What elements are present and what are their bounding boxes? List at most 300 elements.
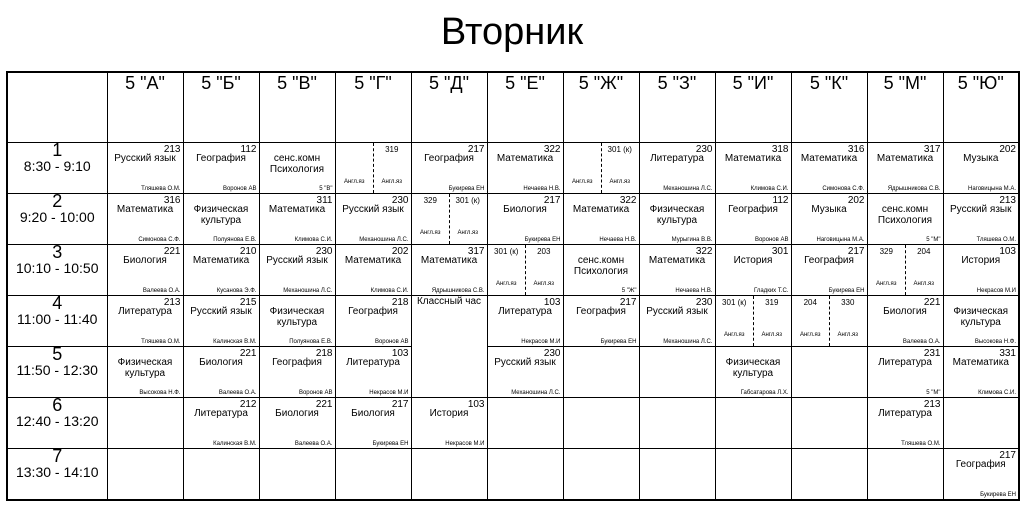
teacher-name: Полуянова Е.В.	[289, 339, 333, 345]
teacher-name: Воронов АВ	[298, 390, 333, 396]
subject-name: Математика	[800, 153, 858, 164]
lesson-cell	[183, 194, 259, 245]
teacher-name: Высокова Н.Ф.	[139, 390, 181, 396]
subject-name: Русский язык	[266, 255, 328, 266]
lesson-cell	[487, 296, 563, 347]
teacher-name: Кусанова Э.Ф.	[216, 288, 257, 294]
group-subject: Англ.яз	[799, 332, 821, 338]
subject-name: География	[955, 459, 1006, 470]
lesson-cell	[791, 143, 867, 194]
group-room: 319	[765, 298, 779, 307]
lesson-cell	[791, 347, 867, 398]
subject-name: Математика	[116, 204, 174, 215]
lesson-cell	[867, 449, 943, 501]
teacher-name: Нечаева Н.В.	[675, 288, 713, 294]
room-number: 322	[695, 246, 713, 257]
lesson-cell	[715, 347, 791, 398]
subject-name: Музыка	[811, 204, 847, 215]
teacher-name: Воронов АВ	[374, 339, 409, 345]
subject-name: География	[272, 357, 322, 368]
subject-name: Музыка	[963, 153, 999, 164]
lesson-cell	[335, 143, 411, 194]
room-number: 316	[847, 144, 865, 155]
room-number: 103	[543, 297, 561, 308]
room-number: 221	[163, 246, 181, 257]
period-cell	[7, 194, 107, 245]
group-subject: Англ.яз	[609, 179, 631, 185]
header-row	[7, 72, 1019, 143]
lesson-cell	[639, 194, 715, 245]
lesson-cell	[943, 296, 1019, 347]
lesson-cell	[411, 398, 487, 449]
lesson-cell	[563, 194, 639, 245]
subject-name: Литература	[346, 357, 400, 368]
lesson-cell	[639, 245, 715, 296]
subject-name: Физическая культура	[193, 204, 249, 226]
subject-name: История	[429, 408, 469, 419]
subject-name: Биология	[199, 357, 243, 368]
lesson-cell	[487, 194, 563, 245]
teacher-name: Тляшева О.М.	[976, 237, 1016, 243]
period-time: 13:30 - 14:10	[15, 464, 99, 480]
lesson-cell	[867, 143, 943, 194]
lesson-cell	[791, 449, 867, 501]
room-number: 318	[771, 144, 789, 155]
teacher-name: Климова С.И.	[370, 288, 409, 294]
subject-name: Литература	[118, 306, 172, 317]
teacher-name: 5 "Ж"	[621, 288, 637, 294]
room-number: 317	[467, 246, 485, 257]
period-time: 9:20 - 10:00	[19, 209, 95, 225]
teacher-name: Калинская В.М.	[213, 339, 257, 345]
lesson-cell	[335, 347, 411, 398]
room-number: 217	[467, 144, 485, 155]
room-number: 230	[391, 195, 409, 206]
teacher-name: Механошина Л.С.	[283, 288, 333, 294]
lesson-cell	[791, 398, 867, 449]
subject-name: Математика	[648, 255, 706, 266]
group-room: 319	[385, 145, 399, 154]
subject-name: Математика	[876, 153, 934, 164]
group-subject: Англ.яз	[837, 332, 859, 338]
subject-name: Физическая культура	[117, 357, 173, 379]
period-cell	[7, 449, 107, 501]
teacher-name: Букирева ЕН	[372, 441, 409, 447]
subject-name: сенс.комн Психология	[269, 153, 325, 175]
period-time: 8:30 - 9:10	[23, 158, 91, 174]
subject-name: сенс.комн Психология	[877, 204, 933, 226]
class-header: 5 "Г"	[335, 72, 411, 143]
class-header: 5 "Ж"	[563, 72, 639, 143]
period-cell	[7, 398, 107, 449]
group-room: 301 (к)	[494, 247, 519, 256]
group-room: 204	[917, 247, 931, 256]
group-room: 301 (к)	[455, 196, 480, 205]
lesson-cell	[715, 143, 791, 194]
room-number: 218	[315, 348, 333, 359]
subject-name: Математика	[420, 255, 478, 266]
lesson-cell	[943, 143, 1019, 194]
subject-name: Математика	[724, 153, 782, 164]
lesson-cell	[335, 449, 411, 501]
subject-name: Математика	[344, 255, 402, 266]
group-subject: Англ.яз	[419, 230, 441, 236]
room-number: 212	[239, 399, 257, 410]
group-subject: Англ.яз	[723, 332, 745, 338]
lesson-cell	[715, 245, 791, 296]
room-number: 202	[847, 195, 865, 206]
period-time: 11:00 - 11:40	[17, 311, 98, 327]
group-subject: Англ.яз	[913, 281, 935, 287]
room-number: 112	[772, 195, 789, 206]
lesson-cell	[183, 245, 259, 296]
lesson-cell	[715, 449, 791, 501]
teacher-name: Наговицына М.А.	[816, 237, 865, 243]
group-room: 330	[841, 298, 855, 307]
subject-name: Литература	[878, 408, 932, 419]
lesson-cell	[487, 398, 563, 449]
room-number: 322	[543, 144, 561, 155]
room-number: 103	[467, 399, 485, 410]
subject-name: География	[424, 153, 474, 164]
group-subject: Англ.яз	[571, 179, 593, 185]
corner-cell	[7, 72, 107, 143]
room-number: 316	[163, 195, 181, 206]
group-subject: Англ.яз	[495, 281, 517, 287]
lesson-cell	[867, 398, 943, 449]
teacher-name: Механошина Л.С.	[663, 186, 713, 192]
lesson-cell	[183, 296, 259, 347]
teacher-name: 5 "В"	[319, 186, 333, 192]
lesson-cell	[715, 194, 791, 245]
period-number: 4	[52, 295, 63, 313]
lesson-cell	[107, 398, 183, 449]
subject-name: История	[961, 255, 1001, 266]
period-number: 2	[52, 193, 63, 211]
subject-name: Биология	[351, 408, 395, 419]
room-number: 317	[923, 144, 941, 155]
lesson-cell	[183, 449, 259, 501]
lesson-cell	[411, 449, 487, 501]
lesson-cell	[487, 449, 563, 501]
lesson-cell	[259, 296, 335, 347]
room-number: 213	[923, 399, 941, 410]
lesson-cell	[411, 194, 487, 245]
group-subject: Англ.яз	[343, 179, 365, 185]
period-number: 6	[52, 397, 63, 415]
period-number: 7	[52, 448, 63, 466]
teacher-name: Некрасов М.И	[976, 288, 1016, 294]
group-subject: Англ.яз	[875, 281, 897, 287]
lesson-cell	[107, 296, 183, 347]
room-number: 213	[163, 297, 181, 308]
subject-name: Русский язык	[494, 357, 556, 368]
room-number: 301	[771, 246, 789, 257]
lesson-cell	[259, 398, 335, 449]
subject-name: Русский язык	[646, 306, 708, 317]
room-number: 202	[999, 144, 1016, 155]
lesson-cell	[487, 143, 563, 194]
period-cell	[7, 296, 107, 347]
teacher-name: Букирева ЕН	[600, 339, 637, 345]
group-subject: Англ.яз	[761, 332, 783, 338]
lesson-cell	[107, 347, 183, 398]
room-number: 215	[239, 297, 257, 308]
teacher-name: Высокова Н.Ф.	[974, 339, 1016, 345]
subject-name: Физическая культура	[269, 306, 325, 328]
subject-name: Математика	[192, 255, 250, 266]
lesson-cell	[563, 449, 639, 501]
lesson-cell	[867, 245, 943, 296]
lesson-cell	[487, 347, 563, 398]
class-header: 5 "Б"	[183, 72, 259, 143]
class-header: 5 "Д"	[411, 72, 487, 143]
subject-name: География	[804, 255, 854, 266]
lesson-cell	[411, 245, 487, 296]
teacher-name: Габсатарова Л.Х.	[740, 390, 789, 396]
room-number: 217	[999, 450, 1016, 461]
lesson-cell	[335, 194, 411, 245]
group-room: 329	[879, 247, 893, 256]
subject-name: Русский язык	[950, 204, 1012, 215]
lesson-cell	[791, 194, 867, 245]
subject-name: Физическая культура	[953, 306, 1009, 328]
class-header: 5 "М"	[867, 72, 943, 143]
room-number: 230	[315, 246, 333, 257]
subject-name: История	[733, 255, 773, 266]
subject-name: Математика	[496, 153, 554, 164]
teacher-name: Валеева О.А.	[142, 288, 181, 294]
lesson-cell	[943, 347, 1019, 398]
teacher-name: Наговицына М.А.	[967, 186, 1016, 192]
subject-name: Русский язык	[114, 153, 176, 164]
period-row	[7, 194, 1019, 245]
lesson-cell	[259, 194, 335, 245]
teacher-name: Некрасов М.И	[445, 441, 485, 447]
room-number: 217	[847, 246, 865, 257]
class-header: 5 "К"	[791, 72, 867, 143]
group-subject: Англ.яз	[457, 230, 479, 236]
lesson-cell	[715, 398, 791, 449]
teacher-name: Механошина Л.С.	[511, 390, 561, 396]
lesson-cell	[335, 245, 411, 296]
teacher-name: Букирева ЕН	[980, 492, 1016, 498]
lesson-cell	[563, 296, 639, 347]
room-number: 230	[695, 144, 713, 155]
period-row	[7, 245, 1019, 296]
teacher-name: Нечаева Н.В.	[523, 186, 561, 192]
subject-name: Русский язык	[190, 306, 252, 317]
lesson-cell	[639, 449, 715, 501]
klass-chas-cell: Классный час	[411, 296, 487, 398]
class-header: 5 "А"	[107, 72, 183, 143]
subject-name: Литература	[878, 357, 932, 368]
lesson-cell	[867, 296, 943, 347]
lesson-cell	[563, 245, 639, 296]
lesson-cell	[107, 143, 183, 194]
lesson-cell	[639, 347, 715, 398]
room-number: 218	[391, 297, 409, 308]
subject-name: Русский язык	[342, 204, 404, 215]
subject-name: Биология	[503, 204, 547, 215]
period-number: 5	[52, 346, 63, 364]
lesson-cell	[259, 245, 335, 296]
subject-name: Физическая культура	[649, 204, 705, 226]
room-number: 221	[923, 297, 941, 308]
subject-name: Литература	[498, 306, 552, 317]
teacher-name: 5 "М"	[926, 390, 941, 396]
group-room: 203	[537, 247, 551, 256]
teacher-name: Воронов АВ	[222, 186, 257, 192]
lesson-cell	[867, 347, 943, 398]
lesson-cell	[639, 296, 715, 347]
period-time: 11:50 - 12:30	[16, 362, 98, 378]
lesson-cell	[335, 398, 411, 449]
class-header: 5 "З"	[639, 72, 715, 143]
room-number: 311	[316, 195, 333, 206]
lesson-cell	[867, 194, 943, 245]
group-subject: Англ.яз	[381, 179, 403, 185]
lesson-cell	[943, 194, 1019, 245]
teacher-name: Некрасов М.И	[521, 339, 561, 345]
teacher-name: Механошина Л.С.	[663, 339, 713, 345]
subject-name: Биология	[883, 306, 927, 317]
period-cell	[7, 347, 107, 398]
class-header: 5 "И"	[715, 72, 791, 143]
teacher-name: Климова С.И.	[750, 186, 789, 192]
subject-name: География	[728, 204, 778, 215]
teacher-name: Ядрышникова С.В.	[887, 186, 941, 192]
room-number: 217	[391, 399, 409, 410]
lesson-cell	[791, 245, 867, 296]
lesson-cell	[715, 296, 791, 347]
teacher-name: Климова С.И.	[978, 390, 1016, 396]
period-row	[7, 143, 1019, 194]
teacher-name: Валеева О.А.	[218, 390, 257, 396]
lesson-cell	[563, 143, 639, 194]
subject-name: Физическая культура	[725, 357, 781, 379]
room-number: 221	[315, 399, 333, 410]
subject-name: Литература	[650, 153, 704, 164]
lesson-cell	[411, 143, 487, 194]
subject-name: Математика	[572, 204, 630, 215]
subject-name: Биология	[275, 408, 319, 419]
lesson-cell	[183, 347, 259, 398]
period-time: 12:40 - 13:20	[15, 413, 99, 429]
room-number: 213	[999, 195, 1016, 206]
room-number: 221	[239, 348, 257, 359]
period-row	[7, 296, 1019, 347]
room-number: 331	[999, 348, 1016, 359]
period-row	[7, 398, 1019, 449]
page-title: Вторник	[440, 11, 584, 53]
group-room: 301 (к)	[722, 298, 747, 307]
teacher-name: Букирева ЕН	[524, 237, 561, 243]
subject-name: География	[576, 306, 626, 317]
lesson-cell	[107, 194, 183, 245]
lesson-cell	[639, 143, 715, 194]
room-number: 322	[619, 195, 637, 206]
lesson-cell	[487, 245, 563, 296]
teacher-name: Тляшева О.М.	[141, 186, 181, 192]
lesson-cell	[107, 245, 183, 296]
teacher-name: Симонова С.Ф.	[138, 237, 181, 243]
teacher-name: Букирева ЕН	[448, 186, 485, 192]
subject-name: Биология	[123, 255, 167, 266]
group-subject: Англ.яз	[533, 281, 555, 287]
room-number: 103	[999, 246, 1016, 257]
teacher-name: Механошина Л.С.	[359, 237, 409, 243]
room-number: 103	[391, 348, 409, 359]
teacher-name: Климова С.И.	[294, 237, 333, 243]
lesson-cell	[183, 398, 259, 449]
timetable	[6, 71, 1020, 501]
teacher-name: Валеева О.А.	[902, 339, 941, 345]
teacher-name: Ядрышникова С.В.	[431, 288, 485, 294]
teacher-name: Тляшева О.М.	[141, 339, 181, 345]
group-room: 204	[803, 298, 817, 307]
teacher-name: Мурыгина В.В.	[671, 237, 713, 243]
lesson-cell	[335, 296, 411, 347]
subject-name: Литература	[194, 408, 248, 419]
lesson-cell	[943, 245, 1019, 296]
group-room: 301 (к)	[607, 145, 632, 154]
period-number: 1	[52, 142, 63, 160]
lesson-cell	[791, 296, 867, 347]
teacher-name: Симонова С.Ф.	[822, 186, 865, 192]
lesson-cell	[107, 449, 183, 501]
teacher-name: Тляшева О.М.	[901, 441, 941, 447]
room-number: 230	[695, 297, 713, 308]
room-number: 112	[240, 144, 257, 155]
teacher-name: Калинская В.М.	[213, 441, 257, 447]
teacher-name: Нечаева Н.В.	[599, 237, 637, 243]
teacher-name: Некрасов М.И	[369, 390, 409, 396]
teacher-name: Букирева ЕН	[828, 288, 865, 294]
subject-name: Математика	[952, 357, 1009, 368]
teacher-name: Валеева О.А.	[294, 441, 333, 447]
room-number: 231	[923, 348, 941, 359]
period-row	[7, 347, 1019, 398]
room-number: 217	[619, 297, 637, 308]
lesson-cell	[563, 347, 639, 398]
period-number: 3	[52, 244, 63, 262]
lesson-cell	[259, 347, 335, 398]
lesson-cell	[183, 143, 259, 194]
room-number: 210	[239, 246, 257, 257]
group-room: 329	[423, 196, 437, 205]
class-header: 5 "В"	[259, 72, 335, 143]
subject-name: сенс.комн Психология	[573, 255, 629, 277]
teacher-name: Гладких Т.С.	[753, 288, 789, 294]
teacher-name: Полуянова Е.В.	[213, 237, 257, 243]
period-time: 10:10 - 10:50	[15, 260, 99, 276]
subject-name: География	[348, 306, 398, 317]
room-number: 230	[543, 348, 561, 359]
lesson-cell	[259, 143, 335, 194]
room-number: 213	[163, 144, 181, 155]
period-cell	[7, 143, 107, 194]
room-number: 217	[543, 195, 561, 206]
subject-name: География	[196, 153, 246, 164]
subject-name: Математика	[268, 204, 326, 215]
teacher-name: 5 "М"	[926, 237, 941, 243]
lesson-cell	[943, 449, 1019, 501]
period-cell	[7, 245, 107, 296]
period-row	[7, 449, 1019, 501]
class-header: 5 "Е"	[487, 72, 563, 143]
room-number: 202	[391, 246, 409, 257]
